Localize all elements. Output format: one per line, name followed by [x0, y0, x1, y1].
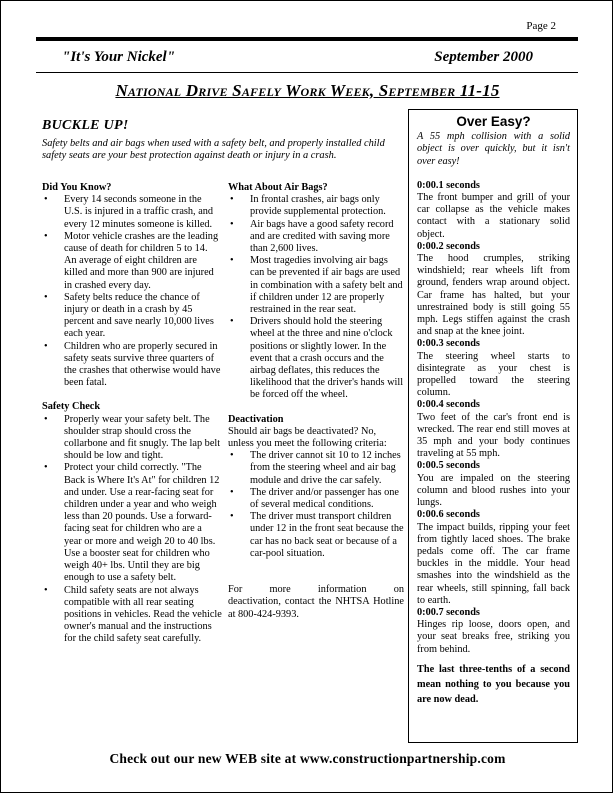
list-item: • Child safety seats are not always compatible with all rear seating positions in vehicles. Read the vehicle owner's manual and the instructions for the child safety seat carefully. [42, 585, 222, 646]
over-easy-conclusion: The last three-tenths of a second mean nothing to you because you are now dead. [417, 663, 570, 705]
over-easy-sidebar [408, 109, 578, 743]
timeline-time: 0:00.3 seconds [417, 338, 480, 350]
timeline-time: 0:00.5 seconds [417, 460, 480, 472]
air-bags-title: What About Air Bags? [228, 182, 328, 193]
timeline-time: 0:00.1 seconds [417, 179, 480, 191]
deactivation-title: Deactivation [228, 413, 284, 425]
timeline-time: 0:00.6 seconds [417, 509, 480, 521]
deactivation-contact-line1: For more information on [228, 584, 404, 596]
timeline-time: 0:00.2 seconds [417, 240, 480, 252]
list-item: • Air bags have a good safety record and are credited with saving more than 2,600 lives. [228, 219, 404, 256]
timeline-text: The hood crumples, striking windshield; rear wheels lift from ground, fenders wrap around object. Car frame has halted, but your unrestrained body is still going 55 mph. Legs stiffen against the crash and snap at the knee joint. [417, 253, 570, 338]
timeline-time: 0:00.4 seconds [417, 399, 480, 411]
deactivation-intro: Should air bags be deactivated? No, unless you meet the following criteria: [228, 425, 387, 450]
timeline-time: 0:00.7 seconds [417, 606, 480, 618]
crash-timeline [417, 180, 570, 656]
header-thin-rule [36, 72, 578, 73]
list-item: • The driver cannot sit 10 to 12 inches from the steering wheel and air bag module and drive the car safely. [228, 450, 404, 487]
over-easy-intro: A 55 mph collision with a solid object is over quickly, but it isn't over easy! [417, 131, 570, 167]
column-left [42, 182, 222, 646]
timeline-text: The front bumper and grill of your car collapse as the vehicle makes contact with a stationary solid object. [417, 192, 570, 240]
newsletter-title: "It's Your Nickel" [62, 49, 176, 65]
list-item: • Properly wear your safety belt. The shoulder strap should cross the collarbone and fit snugly. The lap belt should be low and tight. [42, 414, 222, 463]
deactivation-list [228, 450, 404, 560]
timeline-text: The steering wheel starts to disintegrate as your chest is propelled toward the steering column. [417, 350, 570, 399]
timeline-text: You are impaled on the steering column and blood rushes into your lungs. [417, 472, 570, 509]
section-title-buckle-up: BUCKLE UP! [42, 118, 129, 133]
buckle-up-intro: Safety belts and air bags when used with a safety belt, and properly installed child safety seats are your best protection against death or injury in a crash. [42, 138, 385, 161]
list-item: • Protect your child correctly. "The Back is Where It's At" for children 12 and under. Use a rear-facing seat for children under a year and who weigh less than 20 pounds. Use a forward-facing seat for children who are a year or more and weigh 20 to 40 lbs. Use a booster seat for children who weigh 40+ lbs. Until they are big enough to use a safety belt. [42, 462, 222, 584]
list-item: • The driver must transport children under 12 in the front seat because the car has no back seat or because of a car-pool situation. [228, 511, 404, 560]
timeline-text: Two feet of the car's front end is wrecked. The rear end still moves at 35 mph and your body continues traveling at 55 mph. [417, 411, 570, 460]
page-headline: National Drive Safely Work Week, September 11-15 [115, 81, 500, 100]
issue-date: September 2000 [434, 49, 533, 65]
deactivation-contact: deactivation, contact the NHTSA Hotline at 800-424-9393. [228, 596, 404, 620]
list-item: • Children who are properly secured in safety seats survive three quarters of the crashes that otherwise would have been fatal. [42, 341, 222, 390]
list-item: • Safety belts reduce the chance of injury or death in a crash by 45 percent and save nearly 10,000 lives each year. [42, 292, 222, 341]
header-thick-rule [36, 37, 578, 41]
did-you-know-list [42, 194, 222, 389]
list-item: • In frontal crashes, air bags only provide supplemental protection. [228, 194, 404, 218]
page-number: Page 2 [526, 20, 556, 32]
list-item: • Drivers should hold the steering wheel at the three and nine o'clock positions or slightly lower. In the event that a crash occurs and the airbag deflates, this reduces the likelihood that the driver's hands will be forced off the wheel. [228, 316, 404, 401]
list-item: • Most tragedies involving air bags can be prevented if air bags are used in combination with a safety belt and if children under 12 are properly restrained in the rear seat. [228, 255, 404, 316]
footer-website-note: Check out our new WEB site at www.constructionpartnership.com [109, 751, 506, 766]
list-item: • Motor vehicle crashes are the leading cause of death for children 5 to 14. An average of eight children are killed and more than 900 are injured in crashed every day. [42, 231, 222, 292]
list-item: • Every 14 seconds someone in the U.S. is injured in a traffic crash, and every 12 minutes someone is killed. [42, 194, 222, 231]
air-bags-list [228, 194, 404, 401]
safety-check-title: Safety Check [42, 401, 101, 413]
safety-check-list [42, 414, 222, 646]
did-you-know-title: Did You Know? [42, 182, 112, 193]
list-item: • The driver and/or passenger has one of several medical conditions. [228, 487, 404, 511]
over-easy-title: Over Easy? [456, 114, 531, 129]
column-middle [228, 182, 404, 621]
timeline-text: The impact builds, ripping your feet from tightly laced shoes. The brake pedals come off. The car frame buckles in the middle. Your head smashes into the windshield as the rear wheels, still spinning, fall back to earth. [417, 521, 570, 606]
timeline-text: Hinges rip loose, doors open, and your seat breaks free, striking you from behind. [417, 619, 570, 655]
